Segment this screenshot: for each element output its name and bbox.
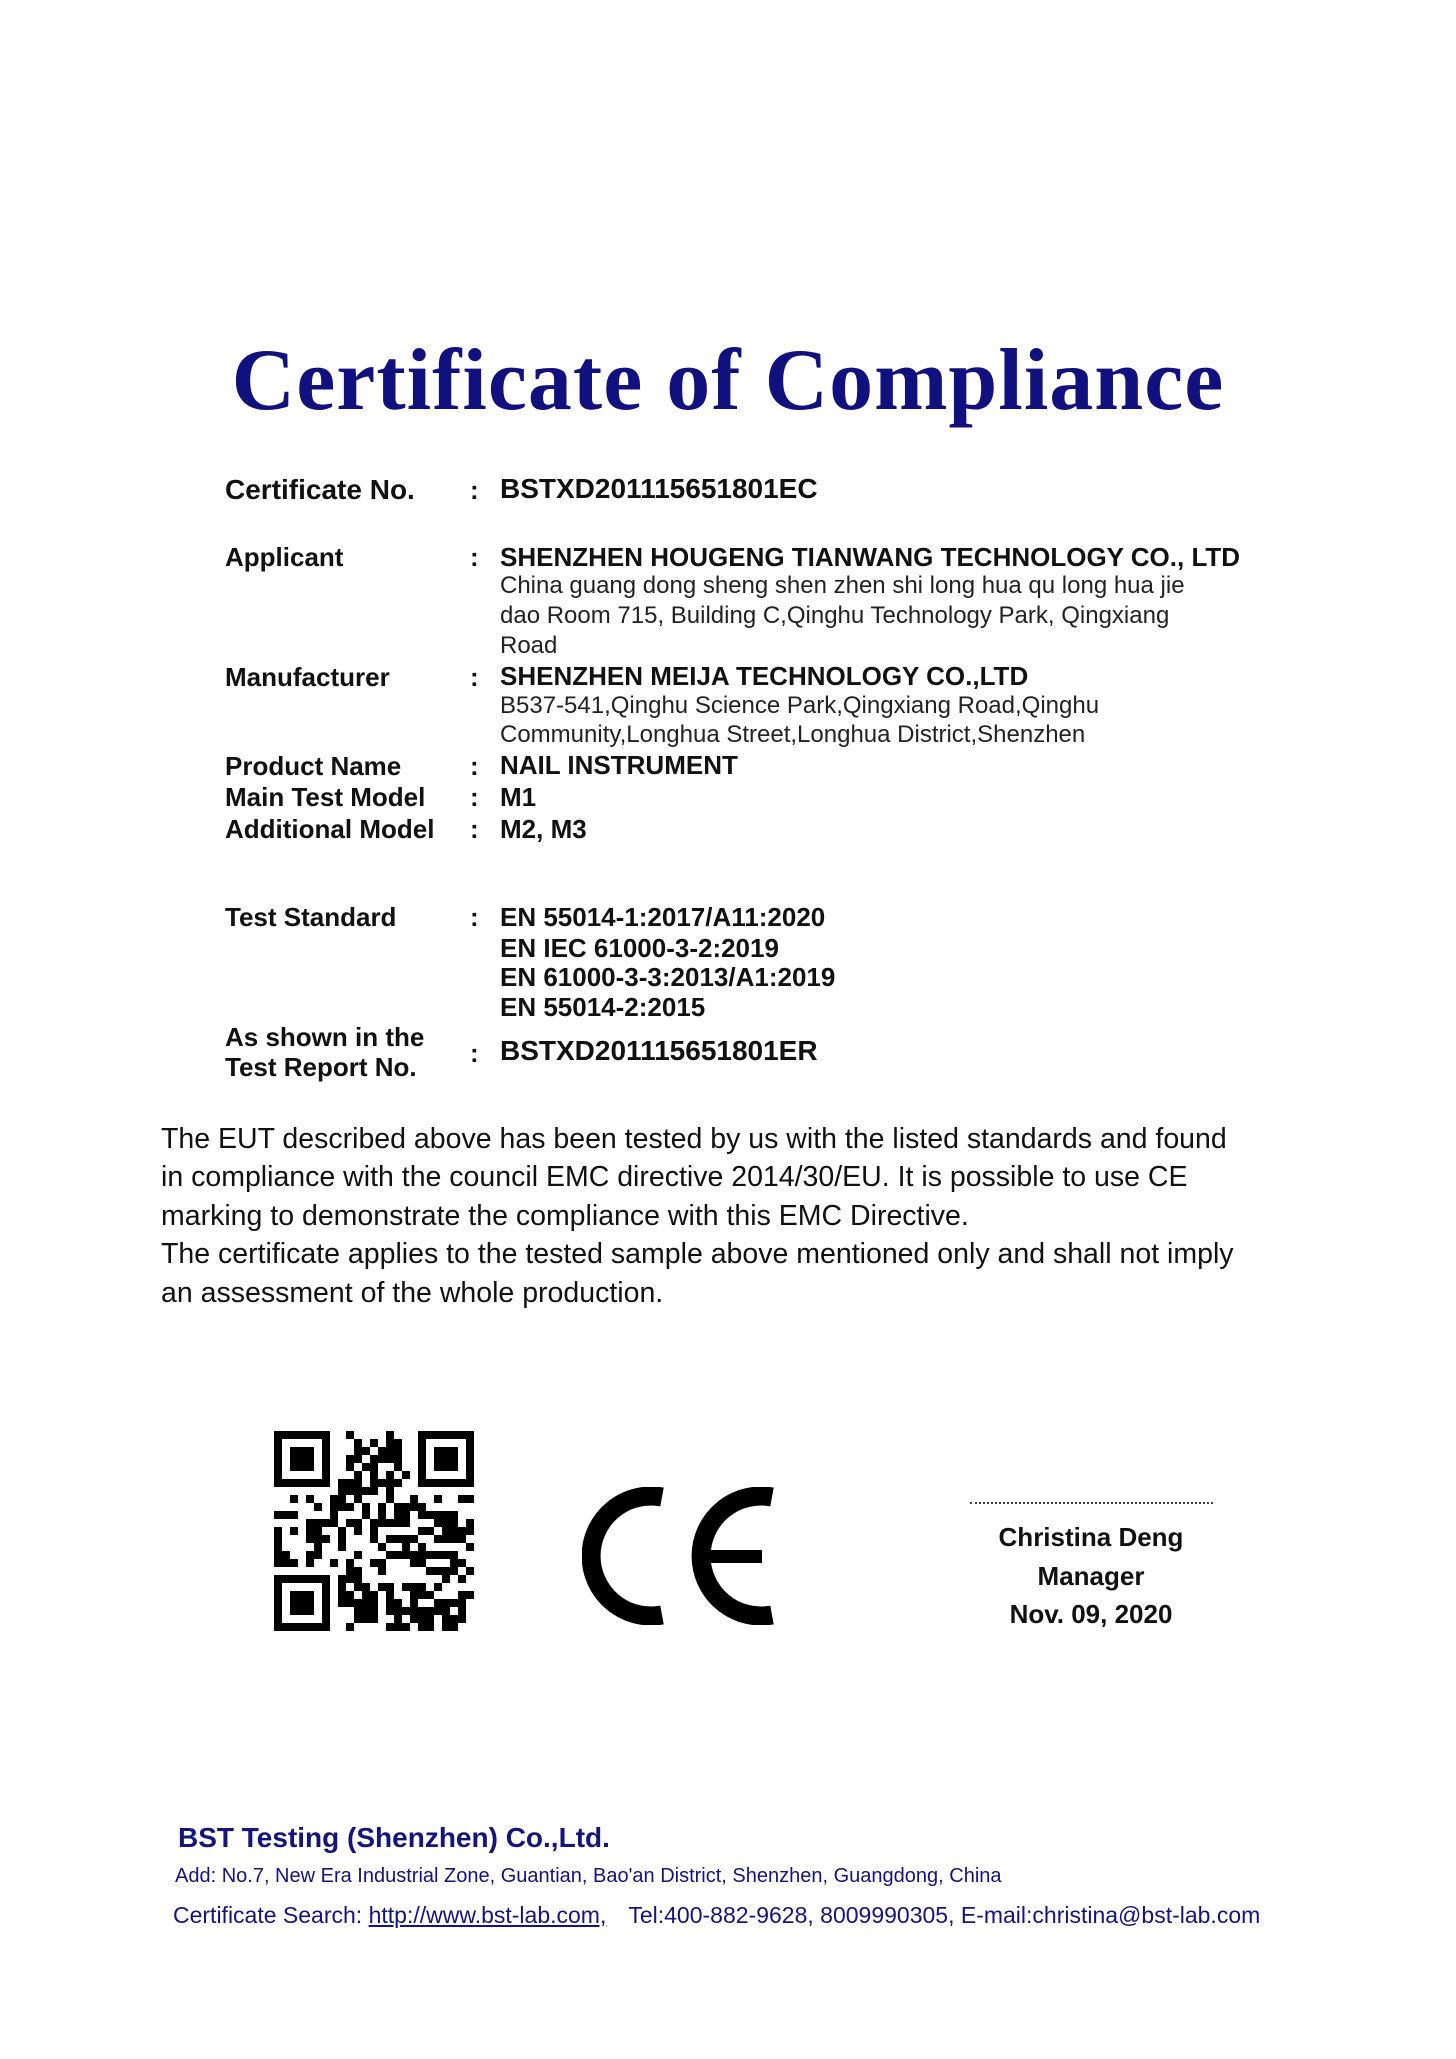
product-name-value: NAIL INSTRUMENT <box>500 750 738 780</box>
colon: : <box>470 475 479 505</box>
certificate-title: Certificate of Compliance <box>231 332 1225 429</box>
applicant-address-line: China guang dong sheng shen zhen shi long hua qu long hua jie <box>500 572 1185 599</box>
colon: : <box>470 782 479 812</box>
test-report-no-value: BSTXD201115651801ER <box>500 1035 818 1066</box>
website-link[interactable]: http://www.bst-lab.com, <box>368 1902 607 1928</box>
statement-line: The certificate applies to the tested sample above mentioned only and shall not imply <box>161 1238 1234 1270</box>
applicant-address-line: dao Room 715, Building C,Qinghu Technology Park, Qingxiang <box>500 602 1170 629</box>
footer-contact <box>173 1902 1260 1929</box>
colon: : <box>470 814 479 844</box>
footer-company: BST Testing (Shenzhen) Co.,Ltd. <box>178 1822 610 1853</box>
colon: : <box>470 902 479 932</box>
test-standard-item: EN 55014-1:2017/A11:2020 <box>500 902 826 932</box>
colon: : <box>470 542 479 572</box>
test-standard-item: EN IEC 61000-3-2:2019 <box>500 933 779 963</box>
test-standard-item: EN 55014-2:2015 <box>500 992 706 1022</box>
certificate-search-label: Certificate Search: <box>173 1902 369 1928</box>
signatory-name: Christina Deng <box>998 1522 1184 1552</box>
colon: : <box>470 662 479 692</box>
statement-line: in compliance with the council EMC directive 2014/30/EU. It is possible to use CE <box>161 1161 1188 1193</box>
test-standard-item: EN 61000-3-3:2013/A1:2019 <box>500 962 836 992</box>
colon: : <box>470 1038 479 1068</box>
manufacturer-address-line: B537-541,Qinghu Science Park,Qingxiang Road,Qinghu <box>500 692 1100 719</box>
footer-address: Add: No.7, New Era Industrial Zone, Guantian, Bao'an District, Shenzhen, Guangdong, China <box>175 1865 1002 1887</box>
colon: : <box>470 751 479 781</box>
main-test-model-value: M1 <box>500 782 537 812</box>
product-name-label: Product Name <box>225 751 402 781</box>
main-test-model-label: Main Test Model <box>225 782 426 812</box>
additional-model-label: Additional Model <box>225 814 435 844</box>
certificate-no-label: Certificate No. <box>225 474 415 505</box>
additional-model-value: M2, M3 <box>500 814 587 844</box>
applicant-address-line: Road <box>500 632 558 659</box>
signature-line <box>970 1502 1213 1504</box>
statement-line: an assessment of the whole production. <box>161 1277 664 1309</box>
signature-date: Nov. 09, 2020 <box>1009 1599 1173 1629</box>
statement-line: The EUT described above has been tested by us with the listed standards and found <box>161 1123 1227 1155</box>
test-report-label: Test Report No. <box>225 1052 417 1082</box>
applicant-name: SHENZHEN HOUGENG TIANWANG TECHNOLOGY CO., LTD <box>500 542 1241 572</box>
test-standard-label: Test Standard <box>225 902 397 932</box>
manufacturer-name: SHENZHEN MEIJA TECHNOLOGY CO.,LTD <box>500 661 1029 691</box>
signatory-role: Manager <box>1037 1561 1145 1591</box>
qr-code <box>274 1431 474 1631</box>
statement-line: marking to demonstrate the compliance with this EMC Directive. <box>161 1200 969 1232</box>
contact-info: Tel:400-882-9628, 8009990305, E-mail:christina@bst-lab.com <box>628 1902 1261 1928</box>
ce-mark-logo <box>582 1487 778 1625</box>
manufacturer-label: Manufacturer <box>225 662 390 692</box>
manufacturer-address-line: Community,Longhua Street,Longhua District,Shenzhen <box>500 721 1086 748</box>
applicant-label: Applicant <box>225 542 344 572</box>
test-report-label: As shown in the <box>225 1022 425 1052</box>
certificate-no-value: BSTXD201115651801EC <box>500 473 818 504</box>
